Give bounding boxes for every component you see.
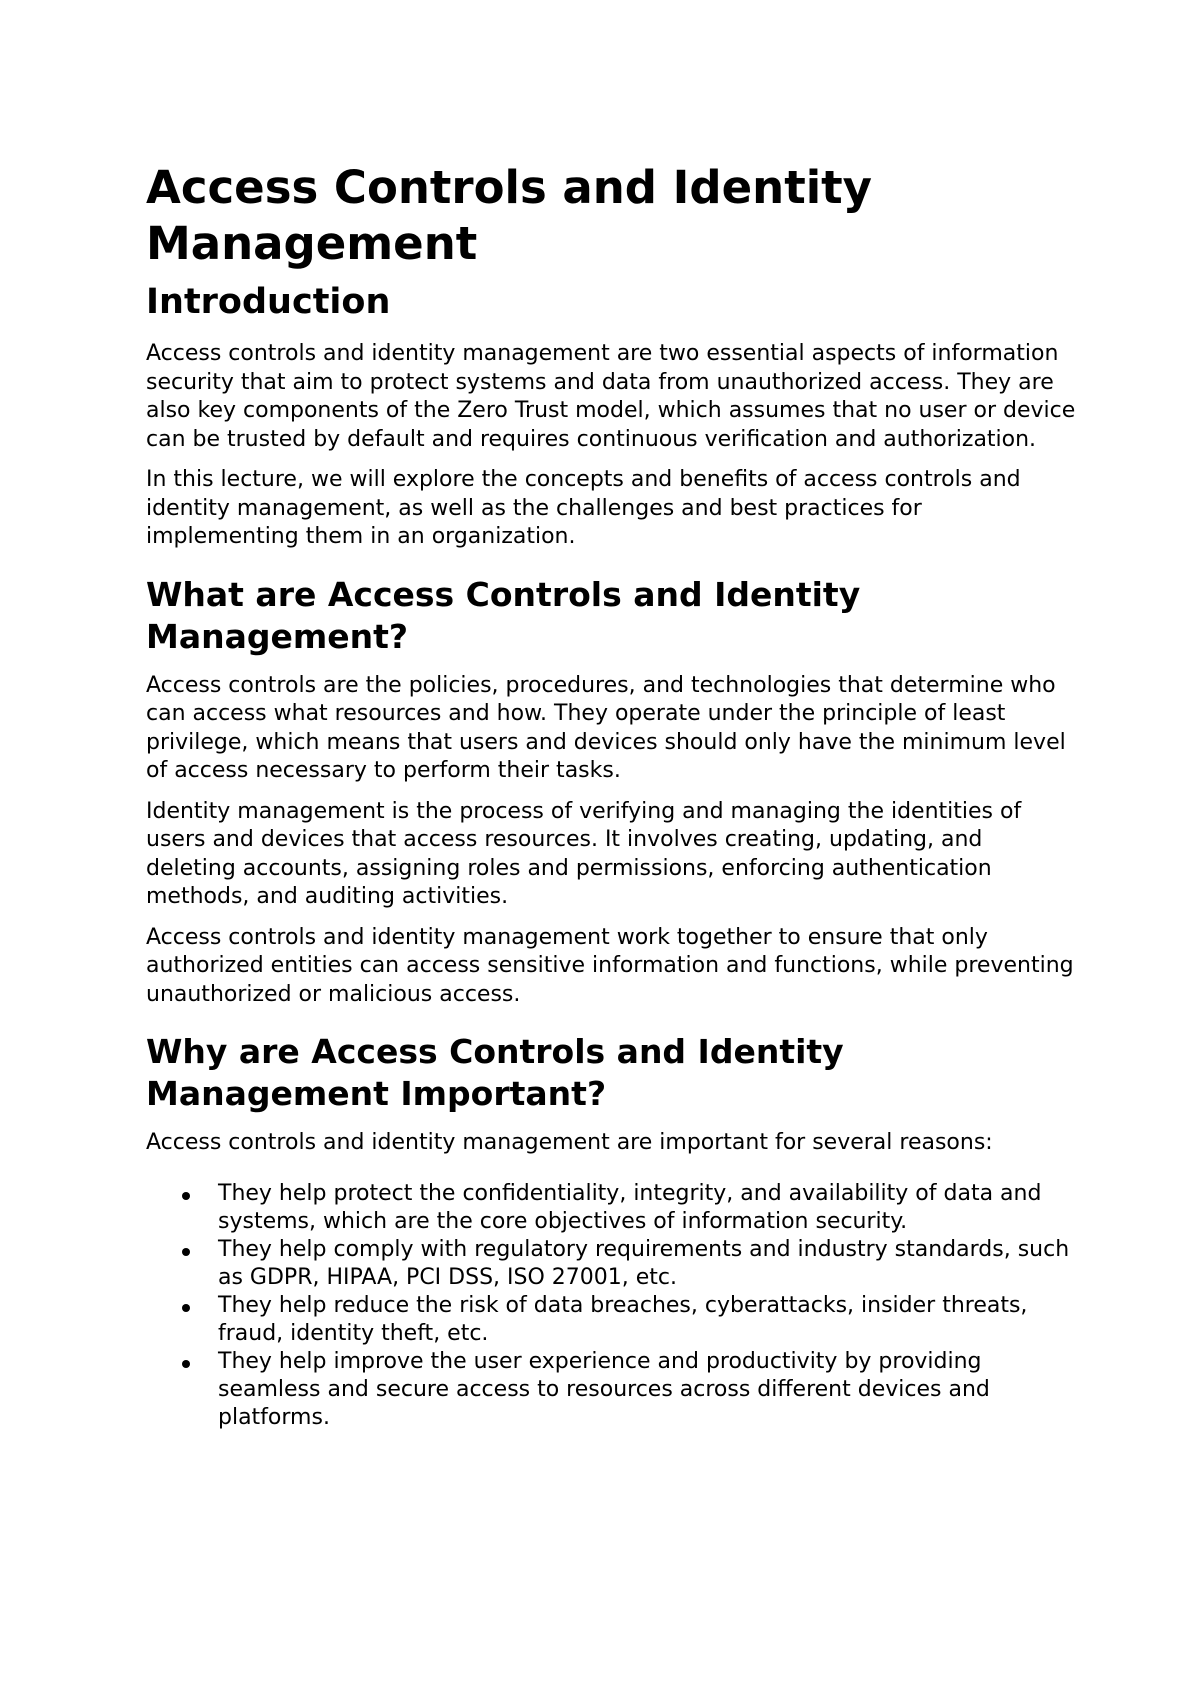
list-item-text: They help protect the confidentiality, integrity, and availability of data and systems, which are the core objectives of information security. (218, 1180, 1042, 1234)
paragraph: In this lecture, we will explore the concepts and benefits of access controls and identity management, as well as the challenges and best practices for implementing them in an organization. (146, 467, 1021, 549)
paragraph: Access controls are the policies, procedures, and technologies that determine who can access what resources and how. They operate under the principle of least privilege, which means that users and devices should only have the minimum level of access necessary to perform their tasks. (146, 672, 1066, 783)
paragraph: Access controls and identity management are important for several reasons: (146, 1130, 993, 1155)
document-page (146, 160, 1076, 1432)
bullet-icon (182, 1304, 190, 1312)
bullet-icon (182, 1192, 190, 1200)
list-item-text: They help reduce the risk of data breaches, cyberattacks, insider threats, fraud, identity theft, etc. (218, 1292, 1028, 1346)
bullet-icon (182, 1360, 190, 1368)
section-heading-what-are: What are Access Controls and Identity Management? (146, 574, 861, 656)
list-item-text: They help improve the user experience and productivity by providing seamless and secure access to resources across different devices and platforms. (218, 1348, 990, 1430)
list-item (146, 1180, 1076, 1236)
bullet-list (146, 1180, 1076, 1432)
document-title: Access Controls and Identity Management (146, 161, 872, 270)
bullet-icon (182, 1248, 190, 1256)
list-item (146, 1348, 1076, 1432)
paragraph: Access controls and identity management are two essential aspects of information security that aim to protect systems and data from unauthorized access. They are also key components of the Zero Trust model, which assumes that no user or device can be trusted by default and requires continuous verification and authorization. (146, 341, 1076, 452)
paragraph: Identity management is the process of verifying and managing the identities of users and devices that access resources. It involves creating, updating, and deleting accounts, assigning roles and permissions, enforcing authentication methods, and auditing activities. (146, 798, 1022, 909)
list-item-text: They help comply with regulatory requirements and industry standards, such as GDPR, HIPAA, PCI DSS, ISO 27001, etc. (218, 1236, 1070, 1290)
list-item (146, 1236, 1076, 1292)
section-heading-why-important: Why are Access Controls and Identity Management Important? (146, 1032, 844, 1113)
section-heading-introduction: Introduction (146, 282, 391, 322)
paragraph: Access controls and identity management work together to ensure that only authorized entities can access sensitive information and functions, while preventing unauthorized or malicious access. (146, 924, 1074, 1007)
list-item (146, 1292, 1076, 1348)
